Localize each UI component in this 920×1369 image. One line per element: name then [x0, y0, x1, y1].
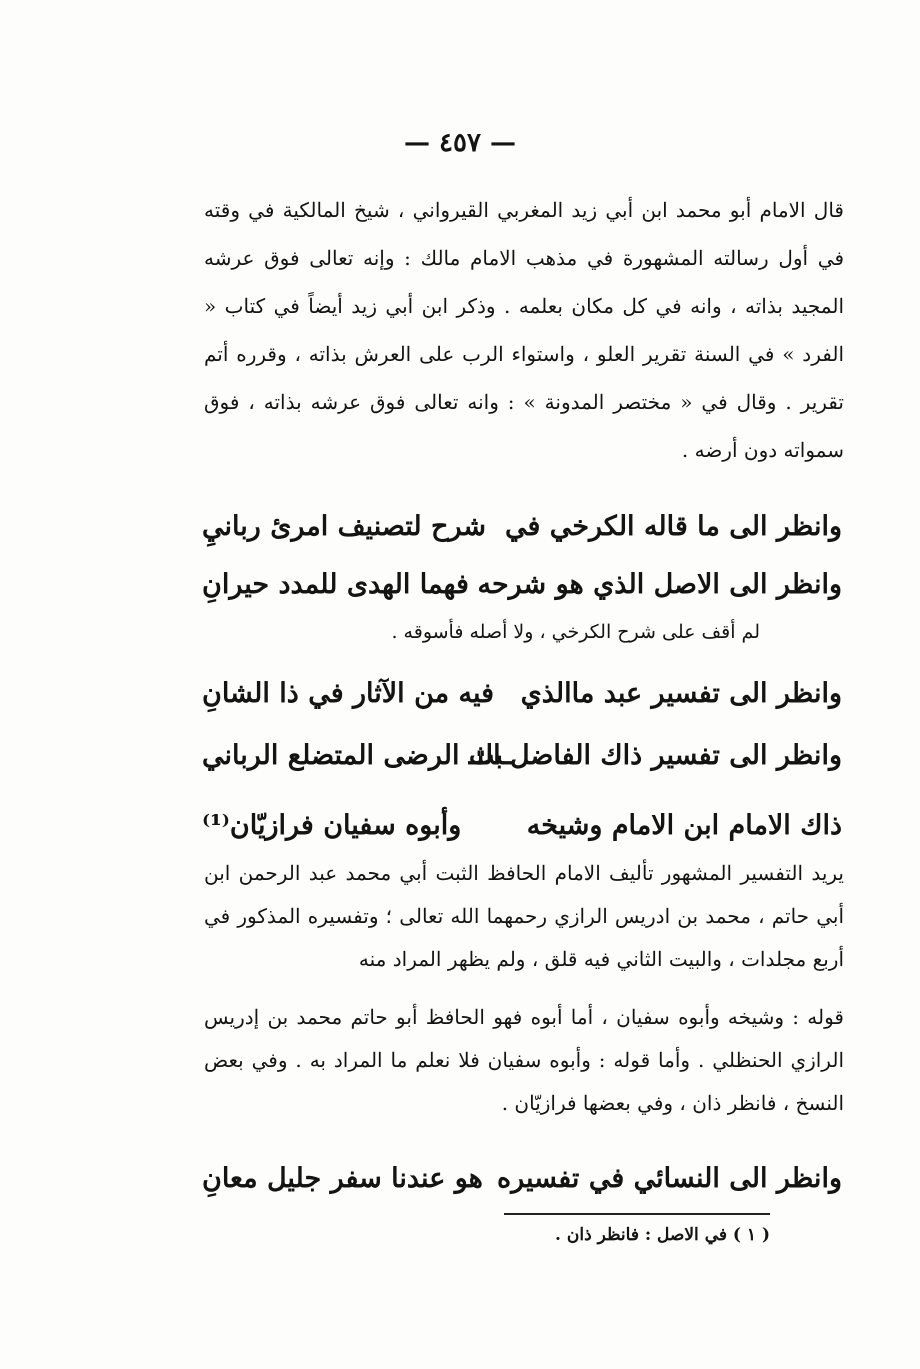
verse-second-hemistich: وأبوه سفيان فرازيّان⁽¹⁾: [202, 810, 462, 841]
footnote: ( ١ ) في الاصل : فانظر ذان .: [555, 1225, 770, 1245]
verse-second-hemistich: ـبت الرضى المتضلع الرباني: [202, 740, 512, 771]
verse-first-hemistich: وانظر الى الاصل الذي هو شرحه: [477, 569, 842, 600]
verse-second-hemistich: هو عندنا سفر جليل معانِ: [202, 1163, 483, 1194]
verse-line: [202, 1147, 842, 1211]
page-number: — ٤٥٧ —: [403, 128, 517, 158]
verse-line: [202, 662, 842, 726]
paragraph-commentary: يريد التفسير المشهور تأليف الامام الحافظ الثبت أبي محمد عبد الرحمن ابن أبي حاتم ، محمد بن ادريس الرازي رحمهما الله تعالى ؛ وتفسيره المذكور في أربع مجلدات ، والبيت الثاني فيه قلق ، ولم يظهر المراد منه: [204, 861, 844, 971]
commentary-note: لم أقف على شرح الكرخي ، ولا أصله فأسوقه .: [391, 621, 760, 643]
paragraph-intro: قال الامام أبو محمد ابن أبي زيد المغربي القيرواني ، شيخ المالكية في وقته في أول رسالته المشهورة في مذهب الامام مالك : وإنه تعالى فوق عرشه المجيد بذاته ، وانه في كل مكان بعلمه . وذكر ابن أبي زيد أيضاً في كتاب « الفرد » في السنة تقرير العلو ، واستواء الرب على العرش بذاته ، وقرره أتم تقرير . وقال في « مختصر المدونة » : وانه تعالى فوق عرشه بذاته ، فوق سمواته دون أرضه .: [204, 198, 844, 462]
verse-second-hemistich: فيه من الآثار في ذا الشانِ: [202, 678, 495, 709]
verse-first-hemistich: وانظر الى تفسير عبد ماالذي: [520, 678, 842, 709]
verse-second-hemistich: شرح لتصنيف امرئ ربانيِ: [202, 511, 486, 542]
verse-first-hemistich: وانظر الى تفسير ذاك الفاضل الثـ: [468, 740, 842, 771]
verse-first-hemistich: ذاك الامام ابن الامام وشيخه: [526, 810, 842, 841]
footnote-separator: [504, 1213, 770, 1215]
verse-line: [202, 495, 842, 559]
verse-first-hemistich: وانظر الى ما قاله الكرخي في: [505, 511, 842, 542]
verse-first-hemistich: وانظر الى النسائي في تفسيره: [496, 1163, 842, 1194]
verse-second-hemistich: فهما الهدى للمدد حيرانِ: [202, 569, 469, 600]
paragraph-commentary-2: قوله : وشيخه وأبوه سفيان ، أما أبوه فهو الحافظ أبو حاتم محمد بن إدريس الرازي الحنظلي . وأما قوله : وأبوه سفيان فلا نعلم ما المراد به . وفي بعض النسخ ، فانظر ذان ، وفي بعضها فرازيّان .: [204, 1005, 844, 1115]
verse-line: [202, 794, 842, 858]
verse-line: [202, 724, 842, 788]
verse-line: [202, 553, 842, 617]
